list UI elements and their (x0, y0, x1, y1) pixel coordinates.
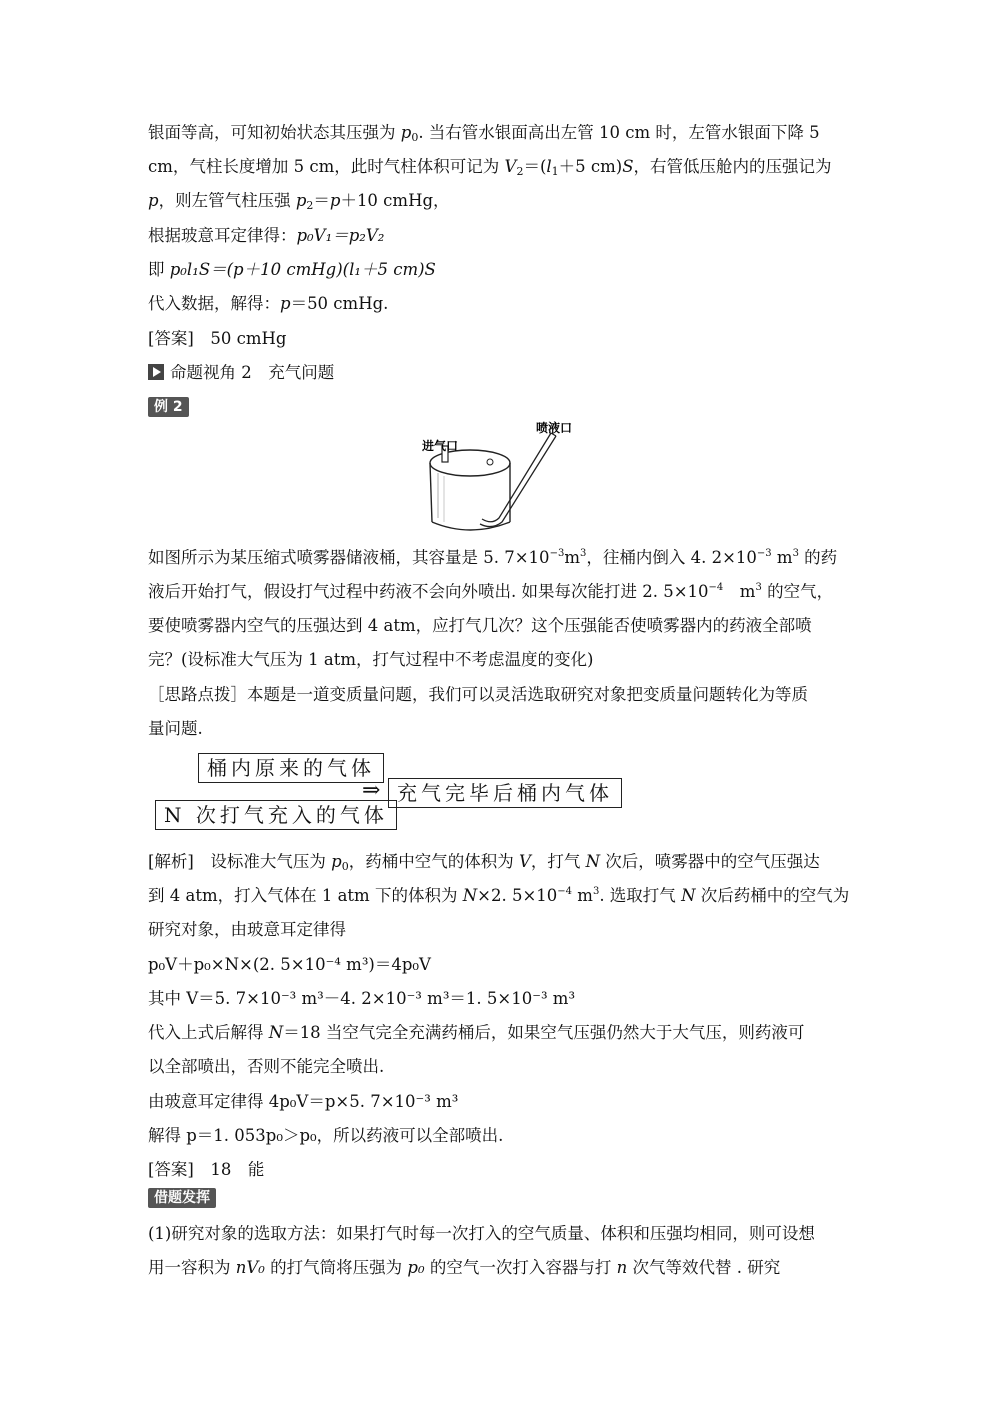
text-segment: 次后，喷雾器中的空气压强达 (600, 852, 820, 871)
tip-tag: 借题发挥 (148, 1188, 216, 1208)
text-segment: 用一容积为 (148, 1258, 236, 1277)
var-S: S (622, 157, 634, 176)
analysis-line: 以全部喷出，否则不能完全喷出. (148, 1057, 385, 1076)
text-segment: ，右管低压舱内的压强记为 (633, 157, 832, 176)
text-segment: 次后药桶中的空气为 (695, 886, 850, 905)
text-segment: m (723, 582, 756, 601)
subscript: 2 (516, 165, 524, 178)
answer-line: [答案] 50 cmHg (148, 329, 287, 348)
answer-line: [答案] 18 能 (148, 1160, 265, 1179)
text-segment: . 选取打气 (599, 886, 682, 905)
box-original-gas: 桶内原来的气体 (198, 753, 384, 783)
superscript: 3 (755, 582, 762, 593)
tip-line (148, 1256, 780, 1280)
var-V: V (504, 157, 517, 176)
text-segment: ＝18 当空气完全充满药桶后，如果空气压强仍然大于大气压，则药液可 (283, 1023, 805, 1042)
analysis-line (148, 1021, 804, 1045)
var-V: V (518, 852, 531, 871)
outlet-tube-inner (482, 433, 551, 522)
problem-line: 要使喷雾器内空气的压强达到 4 atm，应打气几次？这个压强能否使喷雾器内的药液全部喷 (148, 616, 812, 635)
subscript: 1 (551, 165, 559, 178)
superscript: 3 (579, 548, 587, 559)
superscript: −3 (756, 548, 772, 559)
var-p: p (400, 123, 412, 142)
problem-line (148, 546, 837, 570)
var-p0: p₀ (407, 1258, 425, 1277)
box-pumped-gas: N 次打气充入的气体 (155, 800, 397, 830)
hint-line: ［思路点拨］本题是一道变质量问题，我们可以灵活选取研究对象把变质量问题转化为等质 (148, 685, 808, 704)
text-segment: 的打气筒将压强为 (264, 1258, 408, 1277)
section-header (148, 361, 334, 385)
text-line (148, 258, 436, 282)
text-segment: 的空气一次打入容器与打 (424, 1258, 617, 1277)
text-segment: ，打气 (530, 852, 586, 871)
text-segment: 代入上式后解得 (148, 1023, 269, 1042)
equation-line: p₀V＋p₀×N×(2. 5×10⁻⁴ m³)＝4p₀V (148, 955, 431, 974)
analysis-line (148, 884, 849, 908)
text-line (148, 189, 450, 213)
superscript: −4 (708, 582, 724, 593)
var-p: p (295, 191, 307, 210)
var-N: N (681, 886, 696, 905)
problem-line (148, 580, 833, 604)
text-segment: ＝50 cmHg. (290, 294, 389, 313)
text-line (148, 224, 384, 248)
var-p: p (148, 191, 159, 210)
subscript: 2 (306, 199, 314, 212)
superscript: −3 (549, 548, 565, 559)
text-segment: 次气等效代替 . 研究 (627, 1258, 781, 1277)
example-tag: 例 2 (148, 397, 189, 417)
text-segment: ＝ (313, 191, 330, 210)
var-l: l (546, 157, 552, 176)
outlet-tube (480, 436, 556, 527)
text-segment: 根据玻意耳定律得： (148, 226, 297, 245)
text-segment: ＝( (523, 157, 547, 176)
text-segment: 到 4 atm，打入气体在 1 atm 下的体积为 (148, 886, 463, 905)
superscript: −4 (557, 886, 573, 897)
inlet-label: 进气口 (422, 439, 459, 453)
sprayer-figure (410, 418, 600, 538)
text-line (148, 292, 388, 316)
var-p: p (329, 191, 341, 210)
var-n: n (616, 1258, 628, 1277)
cylinder-left (430, 463, 432, 522)
superscript: 3 (592, 886, 600, 897)
equation: p₀l₁S＝(p＋10 cmHg)(l₁＋5 cm)S (169, 260, 436, 279)
hint-line: 量问题. (148, 719, 203, 738)
problem-line: 完？(设标准大气压为 1 atm，打气过程中不考虑温度的变化) (148, 650, 594, 669)
equation-line: 其中 V＝5. 7×10⁻³ m³－4. 2×10⁻³ m³＝1. 5×10⁻³ m³ (148, 989, 576, 1008)
text-segment: ，则左管气柱压强 (158, 191, 296, 210)
text-segment: . 当右管水银面高出左管 10 cm 时，左管水银面下降 5 (418, 123, 820, 142)
text-segment: m (564, 548, 580, 567)
text-segment: cm，气柱长度增加 5 cm，此时气柱体积可记为 (148, 157, 505, 176)
text-segment: 银面等高，可知初始状态其压强为 (148, 123, 401, 142)
text-segment: m (572, 886, 593, 905)
text-segment: ，往桶内倒入 4. 2×10 (586, 548, 757, 567)
analysis-line (148, 850, 820, 874)
analysis-line: 研究对象，由玻意耳定律得 (148, 920, 346, 939)
text-segment: ，药桶中空气的体积为 (348, 852, 519, 871)
var-p: p (331, 852, 342, 871)
var-N: N (462, 886, 478, 905)
section-label: 命题视角 2 充气问题 (170, 363, 335, 382)
text-segment: ＋5 cm) (558, 157, 623, 176)
subscript: 0 (411, 131, 419, 144)
equation-line: 由玻意耳定律得 4p₀V＝p×5. 7×10⁻³ m³ (148, 1092, 459, 1111)
var-p: p (280, 294, 291, 313)
var-N: N (268, 1023, 284, 1042)
cylinder-bottom (432, 522, 510, 530)
text-segment: 代入数据，解得： (148, 294, 280, 313)
text-segment: [解析] 设标准大气压为 (148, 852, 332, 871)
superscript: 3 (792, 548, 799, 559)
var-nV0: nV₀ (235, 1258, 265, 1277)
text-segment: ×2. 5×10 (477, 886, 558, 905)
equation-line: 解得 p＝1. 053p₀＞p₀，所以药液可以全部喷出. (148, 1126, 504, 1145)
equation: p₀V₁＝p₂V₂ (296, 226, 385, 245)
text-segment: ＋10 cmHg， (340, 191, 450, 210)
subscript: 0 (341, 860, 349, 873)
outlet-label: 喷液口 (536, 421, 573, 435)
text-segment: 液后开始打气，假设打气过程中药液不会向外喷出. 如果每次能打进 2. 5×10 (148, 582, 709, 601)
text-segment: 的空气， (761, 582, 834, 601)
tip-line: (1)研究对象的选取方法：如果打气时每一次打入的空气质量、体积和压强均相同，则可设想 (148, 1224, 815, 1243)
arrow-icon: ⇒ (362, 778, 381, 803)
text-segment: 的药 (798, 548, 838, 567)
text-segment: 如图所示为某压缩式喷雾器储液桶，其容量是 5. 7×10 (148, 548, 550, 567)
play-icon (148, 364, 164, 380)
text-line (148, 155, 832, 179)
text-line (148, 121, 820, 145)
text-segment: m (771, 548, 793, 567)
var-N: N (585, 852, 601, 871)
box-final-gas: 充气完毕后桶内气体 (388, 778, 622, 808)
text-segment: 即 (148, 260, 170, 279)
